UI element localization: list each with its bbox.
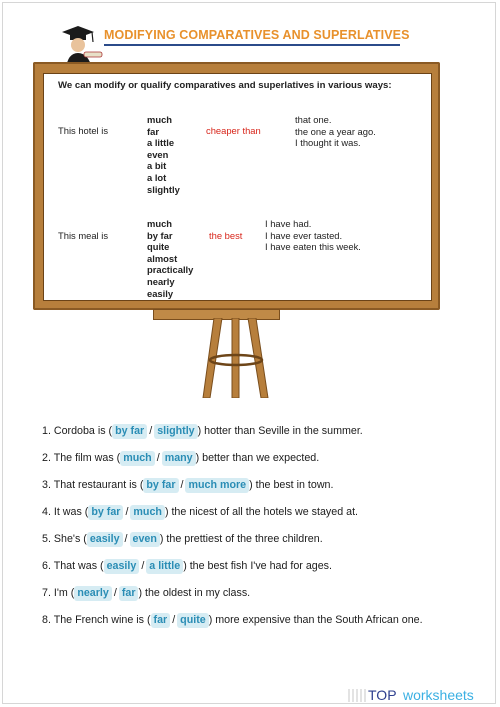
superlative-keyword: the best: [209, 230, 243, 241]
exercise-prefix: 4. It was (: [42, 506, 89, 518]
ending: I thought it was.: [295, 137, 361, 149]
ending: I have ever tasted.: [265, 229, 343, 241]
ending: the one a year ago.: [295, 125, 376, 137]
option-button[interactable]: much: [120, 451, 155, 466]
exercise-item: [42, 532, 323, 547]
separator: /: [124, 533, 128, 545]
option-button[interactable]: even: [130, 532, 160, 547]
modifier: by far: [147, 229, 173, 241]
option-button[interactable]: quite: [177, 613, 209, 628]
modifier: almost: [147, 252, 178, 264]
superlative-endings: [265, 218, 361, 253]
modifier: even: [147, 148, 169, 160]
page-title: MODIFYING COMPARATIVES AND SUPERLATIVES: [104, 28, 410, 42]
exercise-item: [42, 586, 250, 601]
modifier: a lot: [147, 171, 167, 183]
separator: /: [156, 452, 160, 464]
comparative-endings: [295, 114, 376, 149]
option-button[interactable]: many: [162, 451, 196, 466]
exercise-item: [42, 613, 423, 628]
modifier: slightly: [147, 183, 180, 195]
separator: /: [125, 506, 129, 518]
exercise-suffix: ) the oldest in my class.: [138, 587, 251, 599]
exercise-suffix: ) the prettiest of the three children.: [159, 533, 323, 545]
modifier: much: [147, 114, 173, 125]
modifier: a little: [147, 137, 175, 149]
superlative-modifiers: [147, 218, 193, 299]
separator: /: [180, 479, 184, 491]
separator: /: [172, 614, 176, 626]
footer-brand-top: TOP: [368, 687, 397, 703]
option-button[interactable]: much: [130, 505, 165, 520]
exercise-suffix: ) more expensive than the South African one.: [208, 614, 423, 626]
exercise-prefix: 3. That restaurant is (: [42, 479, 144, 491]
superlative-subject: This meal is: [58, 230, 109, 241]
modifier: far: [147, 125, 159, 137]
footer-logo-bars-icon: [348, 689, 366, 702]
exercise-suffix: ) better than we expected.: [195, 452, 320, 464]
exercise-suffix: ) the best fish I've had for ages.: [183, 560, 332, 572]
option-button[interactable]: by far: [112, 424, 147, 439]
modifier: quite: [147, 241, 170, 253]
option-button[interactable]: easily: [87, 532, 123, 547]
title-block: [104, 28, 410, 42]
exercise-suffix: ) the nicest of all the hotels we stayed at.: [164, 506, 359, 518]
exercise-suffix: ) hotter than Seville in the summer.: [197, 425, 363, 437]
footer-brand-worksheets: worksheets: [403, 687, 474, 703]
ending: I have eaten this week.: [265, 241, 361, 253]
easel-legs-icon: [186, 318, 286, 398]
option-button[interactable]: easily: [104, 559, 140, 574]
whiteboard: [43, 73, 432, 301]
option-button[interactable]: nearly: [74, 586, 112, 601]
ending: I have had.: [265, 218, 312, 229]
exercise-item: [42, 559, 332, 574]
option-button[interactable]: far: [119, 586, 139, 601]
option-button[interactable]: by far: [88, 505, 123, 520]
comparative-modifiers: [147, 114, 180, 195]
option-button[interactable]: far: [151, 613, 171, 628]
exercise-prefix: 2. The film was (: [42, 452, 121, 464]
exercise-prefix: 6. That was (: [42, 560, 104, 572]
separator: /: [149, 425, 153, 437]
modifier: easily: [147, 287, 174, 299]
modifier: nearly: [147, 275, 175, 287]
exercise-item: [42, 478, 333, 493]
option-button[interactable]: a little: [146, 559, 183, 574]
modifier: practically: [147, 264, 194, 276]
comparative-keyword: cheaper than: [206, 125, 261, 136]
exercise-prefix: 8. The French wine is (: [42, 614, 151, 626]
board-intro: We can modify or qualify comparatives and superlatives in various ways:: [58, 80, 392, 91]
separator: /: [141, 560, 145, 572]
option-button[interactable]: slightly: [154, 424, 197, 439]
option-button[interactable]: by far: [143, 478, 178, 493]
exercise-prefix: 1. Cordoba is (: [42, 425, 113, 437]
modifier: a bit: [147, 160, 167, 172]
exercise-item: [42, 451, 319, 466]
option-button[interactable]: much more: [185, 478, 249, 493]
title-underline: [104, 44, 400, 46]
exercise-item: [42, 505, 358, 520]
exercise-suffix: ) the best in town.: [249, 479, 334, 491]
separator: /: [113, 587, 117, 599]
exercise-item: [42, 424, 363, 439]
modifier: much: [147, 218, 173, 229]
ending: that one.: [295, 114, 332, 125]
exercise-prefix: 5. She's (: [42, 533, 87, 545]
comparative-subject: This hotel is: [58, 125, 109, 136]
exercise-prefix: 7. I'm (: [42, 587, 75, 599]
